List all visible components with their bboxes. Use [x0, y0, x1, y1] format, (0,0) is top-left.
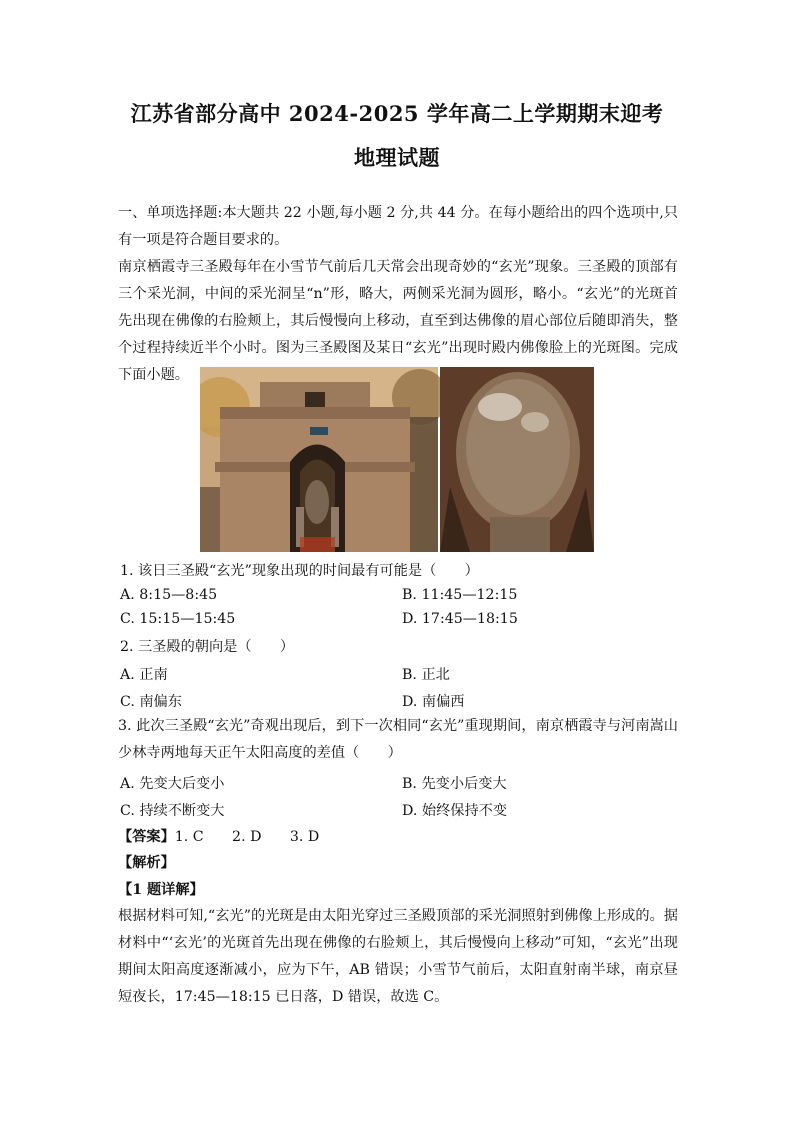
question-2-option-a: A. 正南 [120, 667, 168, 683]
question-2-option-c: C. 南偏东 [120, 694, 182, 710]
page-subtitle: 地理试题 [354, 145, 440, 170]
question-3-stem: 3. 此次三圣殿“玄光”奇观出现后，到下一次相同“玄光”重现期间，南京栖霞寺与河南嵩山少林寺两地每天正午太阳高度的差值（ ） [118, 718, 678, 761]
question-3-option-a: A. 先变大后变小 [120, 776, 225, 792]
question-1-option-d: D. 17:45—18:15 [402, 611, 518, 627]
question-2-stem: 2. 三圣殿的朝向是（ ） [120, 639, 295, 655]
answer-line [118, 826, 319, 846]
question-2-option-d: D. 南偏西 [402, 694, 465, 710]
section-instruction: 一、单项选择题:本大题共 22 小题,每小题 2 分,共 44 分。在每小题给出的四个选项中,只有一项是符合题目要求的。 [118, 205, 678, 248]
question-1-stem: 1. 该日三圣殿“玄光”现象出现的时间最有可能是（ ） [120, 563, 479, 579]
question-1-option-a: A. 8:15—8:45 [120, 587, 218, 603]
answer-label: 【答案】 [118, 829, 175, 845]
question-3-option-c: C. 持续不断变大 [120, 803, 225, 819]
question-1-option-c: C. 15:15—15:45 [120, 611, 236, 627]
temple-photo [200, 367, 448, 552]
page-title: 江苏省部分高中 2024-2025 学年高二上学期期末迎考 [130, 101, 664, 126]
answer-text: 1. C 2. D 3. D [174, 829, 320, 845]
analysis-label: 【解析】 [118, 855, 175, 871]
question-2-option-b: B. 正北 [402, 667, 450, 683]
buddha-face-photo [440, 367, 594, 552]
analysis-text: 根据材料可知,“玄光”的光斑是由太阳光穿过三圣殿顶部的采光洞照射到佛像上形成的。据材料中“‘玄光’的光斑首先出现在佛像的右脸颊上，其后慢慢向上移动”可知，“玄光”出现期间太阳高度逐渐减小，应为下午，AB 错误；小雪节气前后，太阳直射南半球，南京昼短夜长，17:45—18:15 已日落，D 错误，故选 C。 [118, 908, 678, 1005]
figure-temple-and-buddha [200, 367, 594, 552]
question-1-option-b: B. 11:45—12:15 [402, 587, 518, 603]
question-3-option-d: D. 始终保持不变 [402, 803, 508, 819]
analysis-sub-label: 【1 题详解】 [118, 882, 204, 898]
question-3-option-b: B. 先变小后变大 [402, 776, 507, 792]
passage-text: 南京栖霞寺三圣殿每年在小雪节气前后几天常会出现奇妙的“玄光”现象。三圣殿的顶部有三个采光洞，中间的采光洞呈“n”形，略大，两侧采光洞为圆形，略小。“玄光”的光斑首先出现在佛像的右脸颊上，其后慢慢向上移动，直至到达佛像的眉心部位后随即消失，整个过程持续近半个小时。图为三圣殿图及某日“玄光”出现时殿内佛像脸上的光斑图。完成下面小题。 [118, 259, 678, 383]
